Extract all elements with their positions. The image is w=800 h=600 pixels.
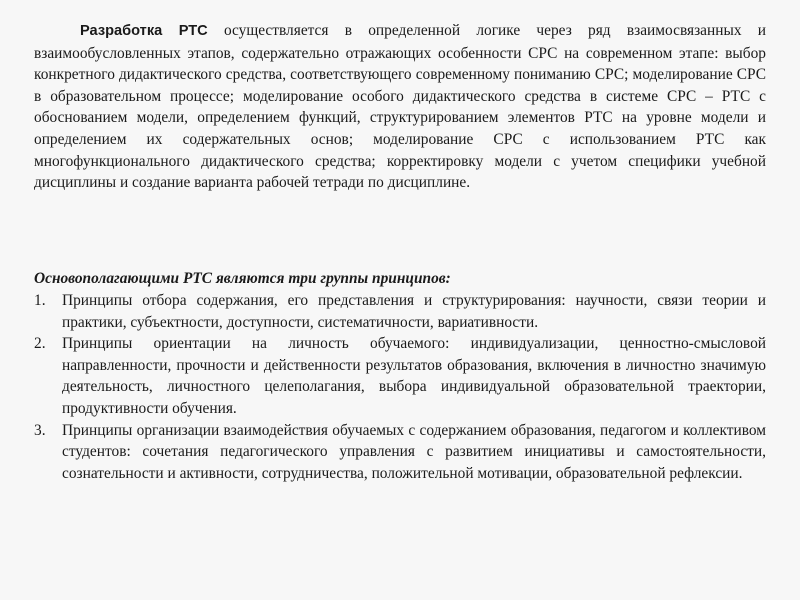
list-item-number: 2. [34, 335, 46, 353]
list-item [34, 420, 766, 485]
principles-list [34, 290, 766, 484]
paragraph-text: осуществляется в определенной логике через ряд взаимосвязанных и взаимообусловленных этапов, содержательно отражающих особенности СРС на современном этапе: выбор конкретного дидактического средства, соответствующего современному пониманию СРС; моделирование СРС в образовательном процессе; моделирование особого дидактического средства в системе СРС – РТС с обоснованием модели, определением функций, структурированием элементов РТС на уровне модели и определением их содержательных основ; моделирование СРС с использованием РТС как многофункционального дидактического средства; корректировку модели с учетом специфики учебной дисциплины и создание варианта рабочей тетради по дисциплине. [34, 22, 766, 192]
list-item-text: Принципы организации взаимодействия обучаемых с содержанием образования, педагогом и коллективом студентов: сочетания педагогического управления с развитием инициативы и самостоятельности, сознательности и активности, сотрудничества, положительной мотивации, образовательной рефлексии. [62, 421, 766, 482]
list-item-number: 3. [34, 421, 46, 439]
list-item [34, 333, 766, 419]
list-item-text: Принципы отбора содержания, его представления и структурирования: научности, связи теории и практики, субъектности, доступности, систематичности, вариативности. [62, 292, 766, 331]
principles-heading: Основополагающими РТС являются три группы принципов: [34, 270, 451, 287]
intro-paragraph [34, 20, 766, 194]
paragraph-lead: Разработка РТС [80, 23, 208, 39]
list-item-text: Принципы ориентации на личность обучаемого: индивидуализации, ценностно-смысловой направленности, прочности и действенности результатов образования, включения в личностно значимую деятельность, личностного целеполагания, выбора индивидуальной образовательной траектории, продуктивности обучения. [62, 335, 766, 417]
list-item-number: 1. [34, 292, 46, 309]
list-item [34, 290, 766, 333]
